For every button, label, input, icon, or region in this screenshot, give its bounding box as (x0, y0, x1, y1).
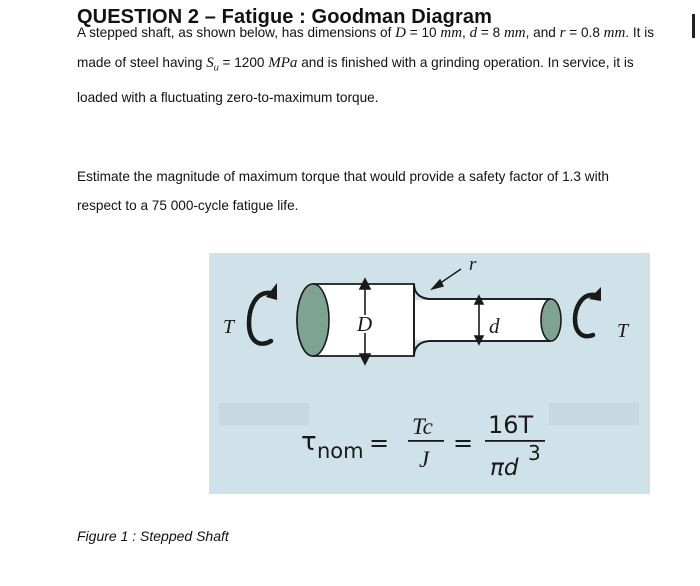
problem-paragraph-2 (77, 162, 700, 220)
question-title: QUESTION 2 – Fatigue : Goodman Diagram (77, 6, 492, 28)
paragraph-1-line-1: A stepped shaft, as shown below, has dimensions of D = 10 mm, d = 8 mm, and r = 0.8 mm. It is (77, 25, 655, 41)
stepped-shaft-figure (209, 253, 650, 494)
formula-numerator-Tc: Tc (412, 414, 433, 439)
paragraph-1-line-3: loaded with a fluctuating zero-to-maximum torque. (77, 89, 379, 105)
nominal-shear-stress-formula (301, 411, 545, 481)
shaft-right-end-face (541, 299, 561, 341)
formula-denominator-pi-d: πd (490, 455, 519, 481)
label-T-left: T (223, 316, 235, 338)
formula-fraction-bar-1 (408, 440, 444, 442)
formula-denominator-J: J (419, 447, 430, 472)
problem-paragraph-1 (77, 18, 700, 112)
formula-equals-1: = (369, 429, 390, 457)
formula-equals-2: = (453, 429, 474, 457)
formula-tau-subscript: nom (317, 439, 364, 463)
label-r: r (469, 254, 477, 275)
paragraph-1-line-2: made of steel having $S_u = 1200$ MPa and is finished with a grinding operation. In service, it is (77, 55, 634, 73)
left-torque-arrow-icon (249, 293, 271, 344)
paragraph-2-line-2: respect to a 75 000-cycle fatigue life. (77, 198, 299, 213)
right-torque-arrow-icon (575, 295, 595, 336)
paragraph-2-line-1: Estimate the magnitude of maximum torque that would provide a safety factor of 1.3 with (77, 169, 609, 184)
formula-exponent-3: 3 (528, 441, 541, 465)
formula-numerator-16T: 16T (488, 411, 534, 439)
label-D: D (357, 312, 373, 336)
fillet-radius-leader-icon (432, 269, 461, 289)
label-d: d (489, 314, 500, 338)
label-T-right: T (617, 320, 629, 342)
formula-tau: τ (301, 427, 317, 457)
figure-caption: Figure 1 : Stepped Shaft (77, 528, 229, 544)
